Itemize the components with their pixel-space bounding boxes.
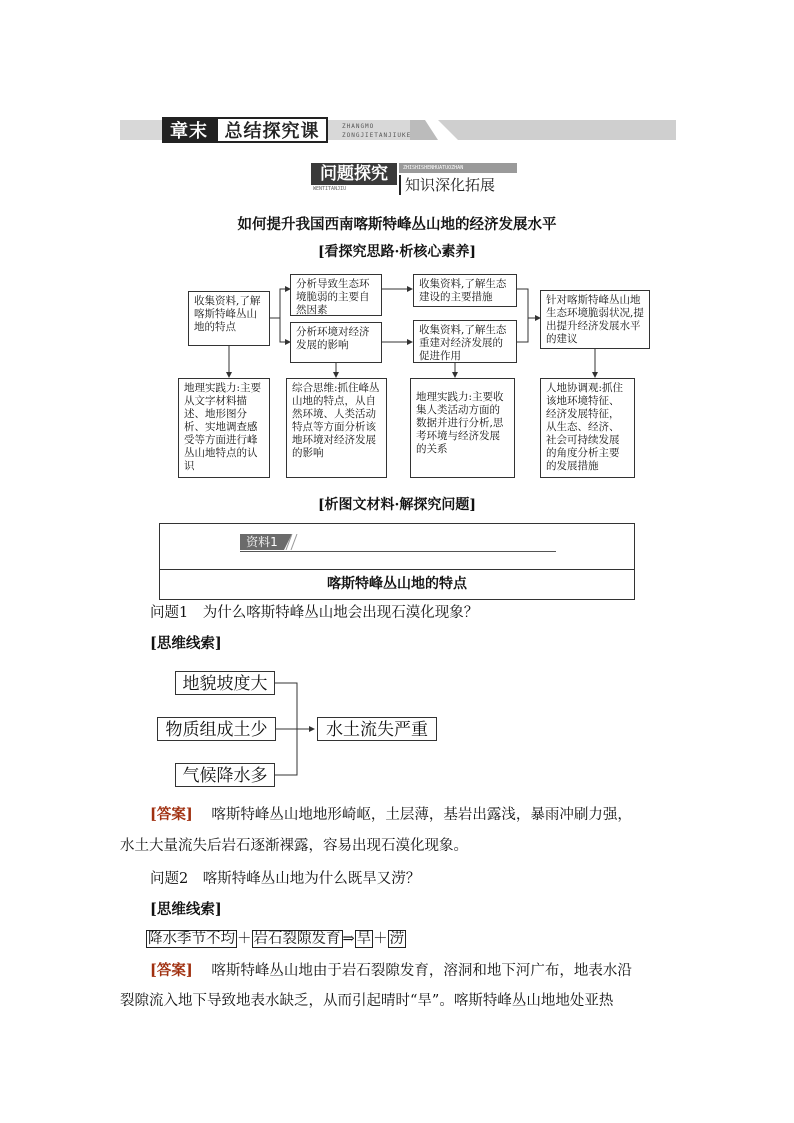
flow-box-env-impact: 分析环境对经济发展的影响 bbox=[290, 322, 382, 363]
answer-1-text-2: 水土大量流失后岩石逐渐裸露，容易出现石漠化现象。 bbox=[120, 838, 468, 854]
subtitle-material: [析图文材料·解探究问题] bbox=[317, 497, 477, 513]
chain-rain-uneven: 降水季节不均 bbox=[148, 931, 235, 947]
flow-box-competency-1: 地理实践力:主要从文字材料描述、地形图分析、实地调查感受等方面进行峰丛山地特点的认识 bbox=[178, 378, 270, 478]
chain-arrow: ⇒ bbox=[342, 931, 355, 947]
banner-pinyin-1: ZHANGMO bbox=[342, 123, 375, 130]
chain-flood: 涝 bbox=[389, 931, 405, 947]
flow-box-collect-features: 收集资料,了解喀斯特峰丛山地的特点 bbox=[188, 291, 270, 346]
chain-rock-fissures: 岩石裂隙发育 bbox=[253, 931, 341, 947]
flow-box-competency-3: 地理实践力:主要收集人类活动方面的数据并进行分析,思考环境与经济发展的关系 bbox=[410, 378, 515, 478]
chain-drought: 旱 bbox=[356, 931, 372, 947]
clue-label-2: [思维线索] bbox=[150, 901, 222, 918]
answer-2-text-1: 喀斯特峰丛山地由于岩石裂隙发育，溶洞和地下河广布，地表水沿 bbox=[211, 963, 632, 979]
chain-plus-2: ＋ bbox=[373, 931, 388, 947]
flow-box-suggestions: 针对喀斯特峰丛山地生态环境脆弱状况,提出提升经济发展水平的建议 bbox=[540, 290, 650, 349]
banner-badge-light: 总结探究课 bbox=[216, 117, 328, 143]
question-1: 问题1 为什么喀斯特峰丛山地会出现石漠化现象？ bbox=[150, 605, 479, 621]
mindmap-slope: 地貌坡度大 bbox=[175, 671, 275, 695]
answer-label-2: [答案] bbox=[150, 962, 193, 979]
banner-badge-dark: 章末 bbox=[162, 117, 216, 143]
banner-pinyin-2: ZONGJIETANJIUKE bbox=[342, 132, 412, 139]
flow-box-eco-promotion: 收集资料,了解生态重建对经济发展的促进作用 bbox=[413, 320, 517, 363]
clue-label-1: [思维线索] bbox=[150, 635, 222, 652]
section-pinyin: WENTITANJIU bbox=[313, 186, 347, 192]
flow-box-competency-4: 人地协调观:抓住该地环境特征、经济发展特征，从生态、经济、社会可持续发展的角度分析主要的发展措施 bbox=[540, 378, 635, 478]
flow-box-natural-factors: 分析导致生态环境脆弱的主要自然因素 bbox=[290, 274, 382, 316]
mindmap-soil: 物质组成土少 bbox=[157, 717, 276, 741]
section-label-light: 知识深化拓展 bbox=[399, 175, 523, 195]
material-tag: 资料1 bbox=[240, 534, 284, 550]
section-pinyin-light: ZHISHISHENHUATUOZHAN bbox=[403, 165, 464, 171]
answer-2-text-2: 裂隙流入地下导致地表水缺乏，从而引起晴时“旱”。喀斯特峰丛山地地处亚热 bbox=[120, 993, 614, 1009]
material-heading: 喀斯特峰丛山地的特点 bbox=[327, 576, 467, 592]
question-2: 问题2 喀斯特峰丛山地为什么既旱又涝？ bbox=[150, 871, 421, 887]
chain-plus-1: ＋ bbox=[237, 931, 252, 947]
answer-label-1: [答案] bbox=[150, 806, 193, 823]
page-title: 如何提升我国西南喀斯特峰丛山地的经济发展水平 bbox=[237, 216, 557, 233]
answer-1-line-1 bbox=[150, 805, 690, 825]
answer-2-line-1 bbox=[150, 961, 690, 981]
cause-chain bbox=[146, 929, 406, 949]
flow-box-eco-measures: 收集资料,了解生态建设的主要措施 bbox=[413, 274, 517, 307]
mindmap-rain: 气候降水多 bbox=[175, 763, 275, 787]
section-label-dark: 问题探究 bbox=[311, 163, 397, 185]
answer-1-text-1: 喀斯特峰丛山地地形崎岖，土层薄，基岩出露浅，暴雨冲刷力强， bbox=[211, 807, 632, 823]
flow-box-competency-2: 综合思维:抓住峰丛山地的特点，从自然环境、人类活动特点等方面分析该地环境对经济发展的影响 bbox=[286, 378, 387, 478]
subtitle-thinking: [看探究思路·析核心素养] bbox=[317, 244, 477, 260]
mindmap-result: 水土流失严重 bbox=[317, 717, 437, 741]
